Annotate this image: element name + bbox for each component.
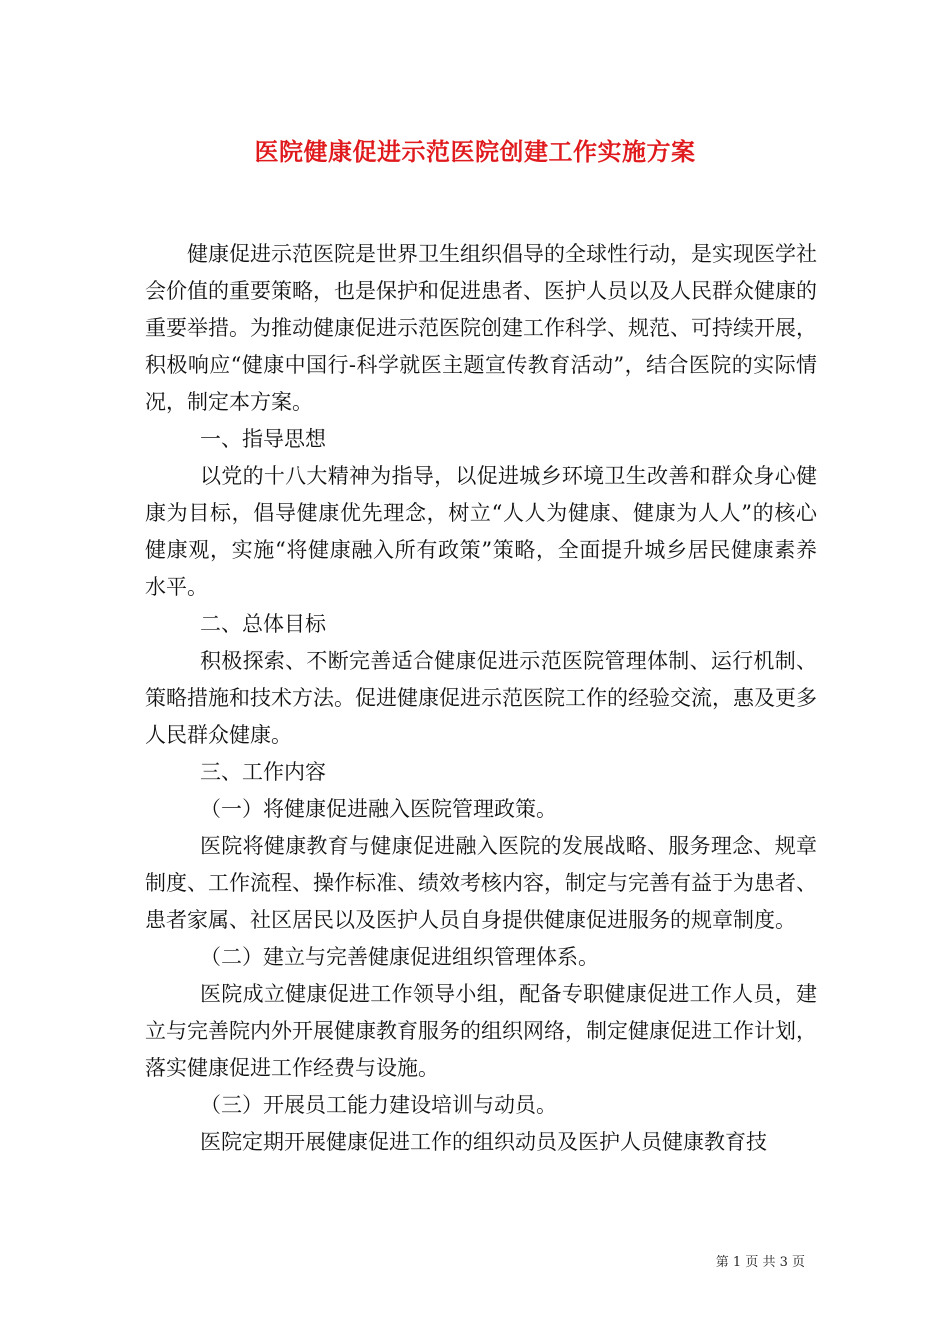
subsection-2-paragraph: 医院成立健康促进工作领导小组，配备专职健康促进工作人员，建立与完善院内外开展健康教育服务的组织网络，制定健康促进工作计划，落实健康促进工作经费与设施。 xyxy=(145,982,817,1080)
section-heading-guiding-thought: 一、指导思想 xyxy=(200,427,326,451)
overall-goal-paragraph: 积极探索、不断完善适合健康促进示范医院管理体制、运行机制、策略措施和技术方法。促进健康促进示范医院工作的经验交流，惠及更多人民群众健康。 xyxy=(145,649,817,747)
subsection-heading-1: （一）将健康促进融入医院管理政策。 xyxy=(200,797,557,821)
subsection-3-paragraph: 医院定期开展健康促进工作的组织动员及医护人员健康教育技 xyxy=(200,1130,767,1154)
subsection-heading-2: （二）建立与完善健康促进组织管理体系。 xyxy=(200,945,599,969)
document-title: 医院健康促进示范医院创建工作实施方案 xyxy=(254,137,696,166)
section-heading-overall-goal: 二、总体目标 xyxy=(200,612,326,636)
section-heading-work-content: 三、工作内容 xyxy=(200,760,326,784)
intro-paragraph: 健康促进示范医院是世界卫生组织倡导的全球性行动，是实现医学社会价值的重要策略，也是保护和促进患者、医护人员以及人民群众健康的重要举措。为推动健康促进示范医院创建工作科学、规范、可持续开展，积极响应“健康中国行-科学就医主题宣传教育活动”，结合医院的实际情况，制定本方案。 xyxy=(145,242,817,414)
subsection-1-paragraph: 医院将健康教育与健康促进融入医院的发展战略、服务理念、规章制度、工作流程、操作标准、绩效考核内容，制定与完善有益于为患者、患者家属、社区居民以及医护人员自身提供健康促进服务的规章制度。 xyxy=(145,834,817,932)
document-body xyxy=(145,236,817,1161)
guiding-thought-paragraph: 以党的十八大精神为指导，以促进城乡环境卫生改善和群众身心健康为目标，倡导健康优先理念，树立“人人为健康、健康为人人”的核心健康观，实施“将健康融入所有政策”策略，全面提升城乡居民健康素养水平。 xyxy=(145,464,817,599)
page-number: 第 1 页 共 3 页 xyxy=(715,1255,805,1270)
subsection-heading-3: （三）开展员工能力建设培训与动员。 xyxy=(200,1093,557,1117)
